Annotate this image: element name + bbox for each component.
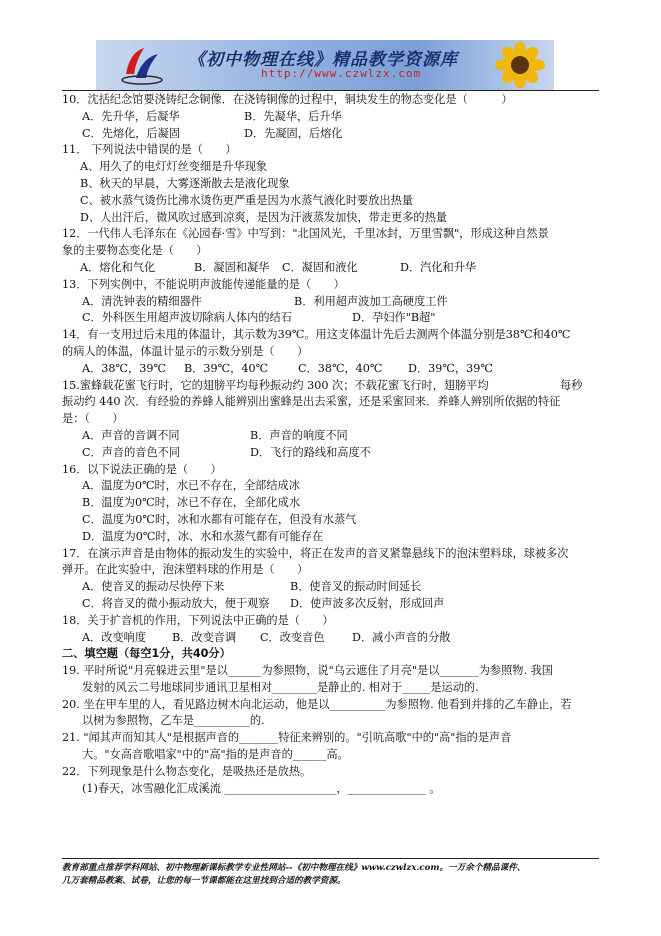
option: C、被水蒸气烫伤比沸水烫伤更严重是因为水蒸气液化时要放出热量 [80,193,413,207]
option: A．使音叉的振动尽快停下来 [82,580,225,594]
section-heading: 二、填空题（每空1分，共40分） [62,647,231,661]
fill-line: 大。"女高音歌唱家"中的"高"指的是声音的______高。 [82,748,349,762]
option: D．温度为0℃时，冰、水和水蒸气都有可能存在 [82,529,324,543]
option: D．飞行的路线和高度不 [250,445,371,459]
footer-line-2: 几万套精品教案、试卷，让您的每一节课都能在这里找到合适的教学资源。 [62,876,346,886]
option: A．声音的音调不同 [82,428,180,442]
option: C．温度为0℃时，冰和水都有可能存在，但没有水蒸气 [82,512,357,526]
fill-line: 22．下列现象是什么物态变化，是吸热还是放热。 [62,764,312,778]
option: A．温度为0℃时，水已不存在，全部结成冰 [82,479,300,493]
option: C．凝固和液化 [282,260,358,274]
fill-line: 21. "闻其声而知其人"是根据声音的_______特征来辨别的。"引吭高歌"中的"高"指的是声音 [62,731,512,745]
footer-rule [62,858,599,859]
question-14-stem: 14．有一支用过后未甩的体温计，其示数为39℃。用这支体温计先后去测两个体温分别是38℃和40℃ [62,328,571,342]
logo-icon [120,44,164,86]
footer-line-1: 教育部重点推荐学科网站、初中物理新课标教学专业性网站--《初中物理在线》www.czwlzx.com。一万余个精品课件、 [62,863,526,873]
question-10-stem: 10．沈括纪念馆要浇铸纪念铜像．在浇铸铜像的过程中，铜块发生的物态变化是（ ） [62,93,513,106]
question-content [62,92,602,797]
fill-line: 19. 平时所说"月亮躲进云里"是以______为参照物，说"乌云遮住了月亮"是以_______为参照物. 我国 [62,664,553,678]
question-12-stem-cont: 象的主要物态变化是（ ） [62,244,208,258]
option: C．改变音色 [260,630,325,644]
option: B．先凝华，后升华 [244,109,342,123]
option: C．先熔化，后凝固 [82,126,181,140]
option: D．使声波多次反射，形成回声 [290,596,445,610]
question-11-stem: 11． 下列说法中错误的是（ ） [62,143,237,157]
question-13-options-row2 [62,310,602,327]
option: C．38℃，40℃ [298,361,383,375]
question-15-stem-text: 15.蜜蜂载花蜜飞行时，它的翅膀平均每秒振动约 300 次；不载花蜜飞行时，翅膀平均 [62,378,489,392]
question-17-stem-cont: 弹开。在此实验中，泡沫塑料球的作用是（ ） [62,563,309,577]
question-15-stem-cont: 振动约 440 次．有经验的养蜂人能辨别出蜜蜂是出去采蜜，还是采蜜回来．养蜂人辨别所依据的特征 [62,395,561,409]
option: D．减小声音的分散 [352,630,451,644]
question-10-options-row2 [62,126,602,143]
question-15-stem [62,378,602,395]
option: B．凝固和凝华 [194,260,270,274]
question-13-stem: 13．下列实例中，不能说明声波能传递能量的是（ ） [62,277,345,291]
option: B．温度为0℃时，冰已不存在，全部化成水 [82,496,301,510]
option: C．声音的音色不同 [82,445,181,459]
option: D．先凝固，后熔化 [244,126,343,140]
option: B．39℃，40℃ [184,361,269,375]
fill-line: 发射的风云二号地球同步通讯卫星相对________是静止的. 相对于_____是运动的. [82,680,479,694]
question-17-options-row2 [62,596,602,613]
option: A．熔化和气化 [80,260,156,274]
question-15-stem-cont2: 是：（ ） [62,412,124,426]
question-15-options-row1 [62,428,602,445]
question-14-options [62,361,602,378]
sunflower-icon [492,42,548,88]
option: B．使音叉的振动时间延长 [290,580,422,594]
question-18-options [62,630,602,647]
option: A、用久了的电灯灯丝变细是升华现象 [80,160,268,174]
question-17-options-row1 [62,579,602,596]
option: A．38℃，39℃ [82,361,166,375]
question-10-options-row1 [62,109,602,126]
question-14-stem-cont: 的病人的体温，体温计显示的示数分别是（ ） [62,344,309,358]
option: A．改变响度 [82,630,147,644]
option: B．利用超声波加工高硬度工件 [294,294,448,308]
option: D．汽化和升华 [400,260,477,274]
option: A．清洗钟表的精细器件 [82,294,202,308]
option: B．改变音调 [172,630,237,644]
option: B、秋天的早晨，大雾逐渐散去是液化现象 [80,176,290,190]
question-15-stem-tail: 每秒 [560,378,583,392]
banner-title: 《初中物理在线》精品教学资源库 [188,50,458,70]
question-15-options-row2 [62,445,602,462]
banner-url[interactable]: http://www.czwlzx.com [261,67,422,80]
footer [62,862,602,888]
question-13-options-row1 [62,294,602,311]
question-16-stem: 16．以下说法正确的是（ ） [62,462,222,476]
fill-line: 以树为参照物，乙车是__________的. [82,714,265,728]
option: B．声音的响度不同 [250,428,348,442]
fill-line: (1)春天，冰雪融化汇成溪流 ____________________，______________ 。 [82,781,441,795]
option: D．39℃，39℃ [408,361,493,375]
question-18-stem: 18．关于扩音机的作用，下列说法中正确的是（ ） [62,613,334,627]
header-banner [96,40,554,90]
option: A．先升华，后凝华 [82,109,180,123]
question-17-stem: 17．在演示声音是由物体的振动发生的实验中，将正在发声的音叉紧靠悬线下的泡沫塑料球，球被多次 [62,546,569,560]
option: D、人出汗后，微风吹过感到凉爽，是因为汗液蒸发加快，带走更多的热量 [80,210,447,224]
option: C．外科医生用超声波切除病人体内的结石 [82,311,292,325]
question-12-options [62,260,602,277]
option: C．将音叉的微小振动放大，便于观察 [82,596,270,610]
header-rule [62,90,599,91]
fill-line: 20. 坐在甲车里的人，看见路边树木向北运动，他是以__________为参照物. 他看到并排的乙车静止，若 [62,697,572,711]
option: D．孕妇作"B超" [352,311,436,325]
question-12-stem: 12．一代伟人毛泽东在《沁园春·雪》中写到："北国风光，千里冰封，万里雪飘"，形成这种自然景 [62,227,549,241]
